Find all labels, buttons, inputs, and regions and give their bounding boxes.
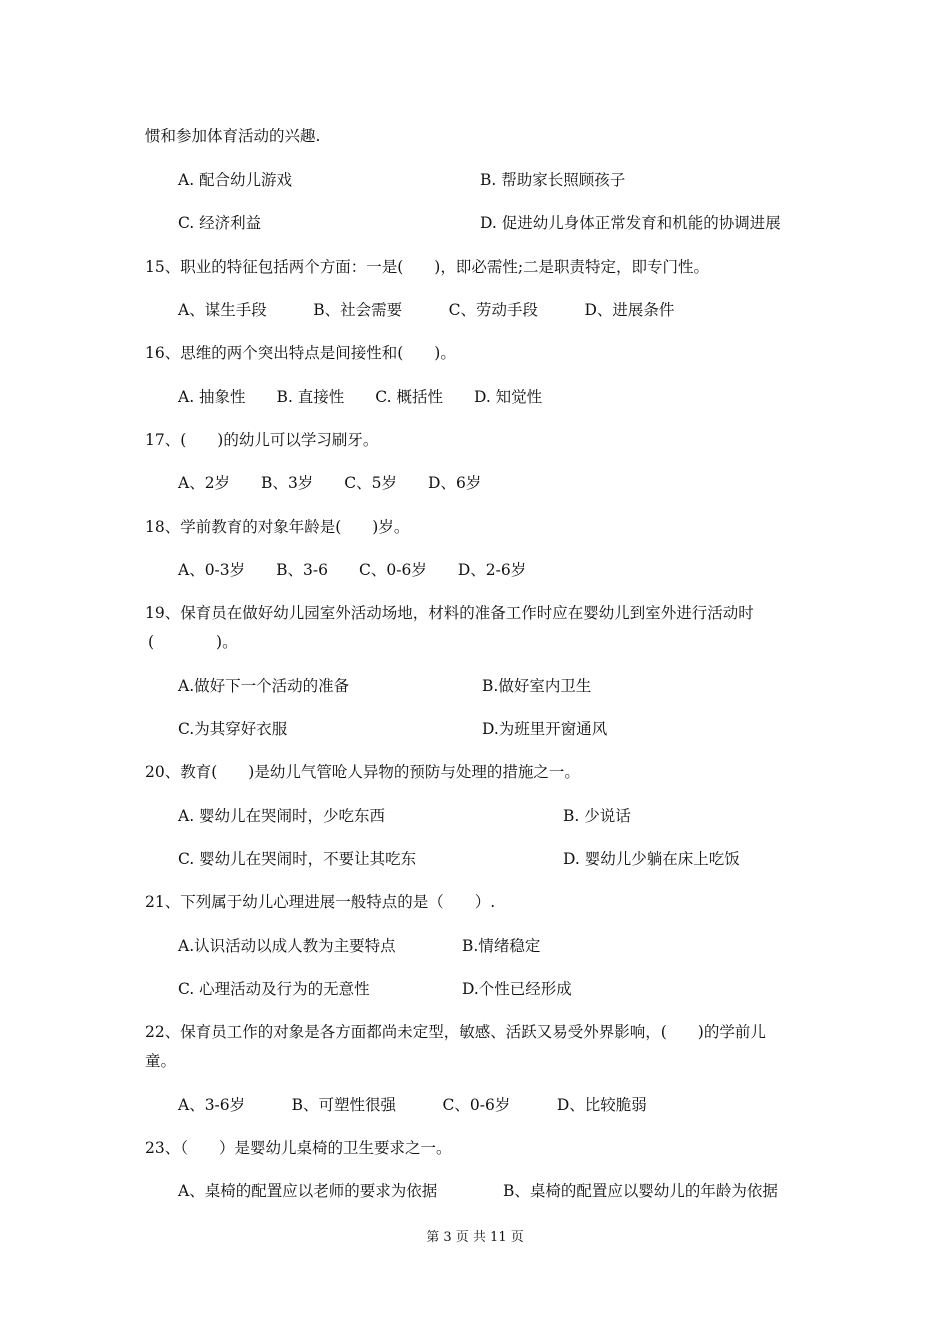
question-17-text: 17、( )的幼儿可以学习刷牙。 (145, 431, 379, 449)
question-18-text: 18、学前教育的对象年龄是( )岁。 (145, 518, 410, 536)
question-19-text-line1: 19、保育员在做好幼儿园室外活动场地，材料的准备工作时应在婴幼儿到室外进行活动时 (145, 604, 754, 622)
question-22-text-line2: 童。 (145, 1052, 177, 1070)
question-14-option-a: A. 配合幼儿游戏 (178, 171, 293, 189)
question-21-text: 21、下列属于幼儿心理进展一般特点的是（ ）. (145, 893, 496, 911)
question-14-continuation: 惯和参加体育活动的兴趣. (145, 127, 321, 145)
question-23-text: 23、（ ）是婴幼儿桌椅的卫生要求之一。 (145, 1139, 452, 1157)
question-16-text: 16、思维的两个突出特点是间接性和( )。 (145, 344, 456, 362)
question-19-option-a: A.做好下一个活动的准备 (178, 677, 350, 695)
question-21-option-c: C. 心理活动及行为的无意性 (178, 980, 370, 998)
question-20-option-a: A. 婴幼儿在哭闹时，少吃东西 (178, 807, 386, 825)
question-22-text-line1: 22、保育员工作的对象是各方面都尚未定型，敏感、活跃又易受外界影响，( )的学前儿 (145, 1023, 766, 1041)
question-14-option-b: B. 帮助家长照顾孩子 (480, 171, 626, 189)
question-18-options: A、0-3岁 B、3-6 C、0-6岁 D、2-6岁 (178, 561, 527, 579)
question-20-text: 20、教育( )是幼儿气管呛人异物的预防与处理的措施之一。 (145, 763, 580, 781)
question-23-option-a: A、桌椅的配置应以老师的要求为依据 (178, 1182, 438, 1200)
question-20-option-c: C. 婴幼儿在哭闹时，不要让其吃东 (178, 850, 417, 868)
question-21-option-d: D.个性已经形成 (462, 980, 572, 998)
question-19-option-c: C.为其穿好衣服 (178, 720, 288, 738)
question-19-option-d: D.为班里开窗通风 (482, 720, 608, 738)
page-number-footer: 第 3 页 共 11 页 (426, 1230, 524, 1245)
question-19-option-b: B.做好室内卫生 (482, 677, 592, 695)
question-21-option-b: B.情绪稳定 (462, 937, 541, 955)
question-17-options: A、2岁 B、3岁 C、5岁 D、6岁 (178, 474, 482, 492)
question-21-option-a: A.认识活动以成人教为主要特点 (178, 937, 396, 955)
question-14-option-d: D. 促进幼儿身体正常发育和机能的协调进展 (480, 214, 781, 232)
question-16-options: A. 抽象性 B. 直接性 C. 概括性 D. 知觉性 (178, 388, 543, 406)
question-14-option-c: C. 经济利益 (178, 214, 262, 232)
question-20-option-b: B. 少说话 (563, 807, 631, 825)
question-20-option-d: D. 婴幼儿少躺在床上吃饭 (563, 850, 740, 868)
question-22-options: A、3-6岁 B、可塑性很强 C、0-6岁 D、比较脆弱 (178, 1096, 647, 1114)
question-15-options: A、谋生手段 B、社会需要 C、劳动手段 D、进展条件 (178, 301, 675, 319)
question-23-option-b: B、桌椅的配置应以婴幼儿的年龄为依据 (503, 1182, 778, 1200)
question-15-text: 15、职业的特征包括两个方面：一是( )，即必需性;二是职责特定，即专门性。 (145, 258, 710, 276)
question-19-text-line2: ( )。 (148, 633, 238, 651)
